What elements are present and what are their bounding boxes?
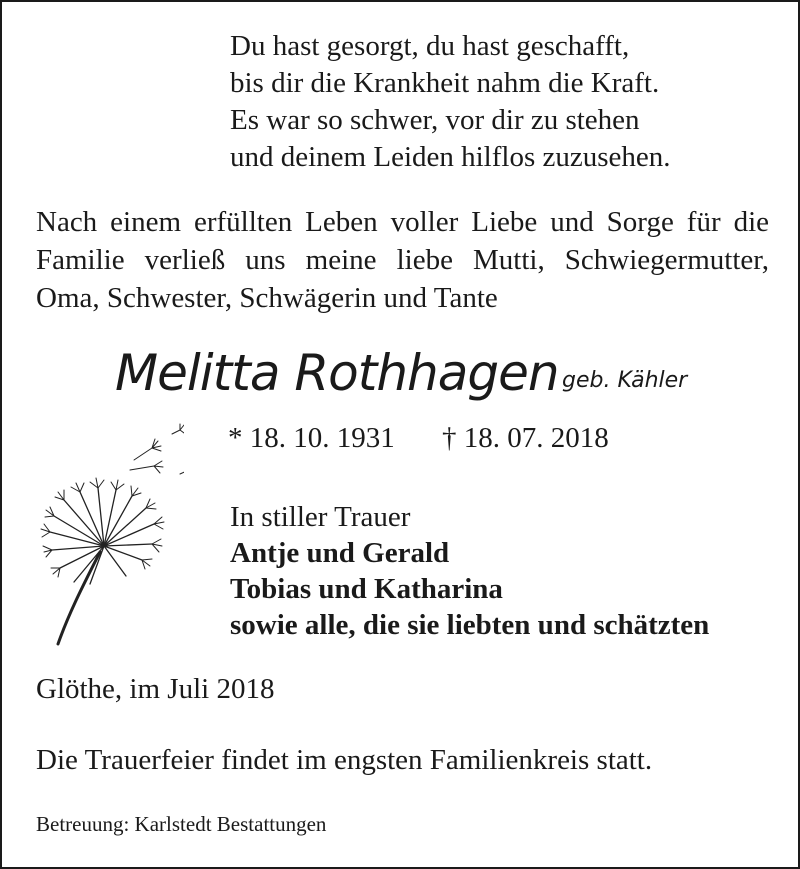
memorial-poem	[230, 28, 671, 176]
mourner-name: Tobias und Katharina	[230, 573, 503, 605]
birth-date: * 18. 10. 1931	[228, 422, 395, 454]
intro-line: Nach einem erfüllten Leben voller Liebe und Sorge für die	[36, 206, 769, 238]
poem-line: und deinem Leiden hilflos zuzusehen.	[230, 141, 671, 173]
poem-line: Du hast gesorgt, du hast geschafft,	[230, 30, 630, 62]
place-date: Glöthe, im Juli 2018	[36, 673, 275, 705]
life-dates	[228, 422, 609, 455]
funeral-home-credit: Betreuung: Karlstedt Bestattungen	[36, 812, 327, 836]
intro-line: Oma, Schwester, Schwägerin und Tante	[36, 282, 498, 314]
mourner-name: sowie alle, die sie liebten und schätzten	[230, 609, 710, 641]
poem-line: bis dir die Krankheit nahm die Kraft.	[230, 67, 660, 99]
intro-text	[36, 203, 769, 317]
deceased-name: Melitta Rothhagen	[115, 344, 559, 402]
ceremony-note: Die Trauerfeier findet im engsten Familienkreis statt.	[36, 744, 653, 776]
death-date: † 18. 07. 2018	[442, 422, 609, 454]
mourning-intro: In stiller Trauer	[230, 501, 411, 533]
dandelion-icon	[34, 420, 184, 655]
maiden-name: geb. Kähler	[562, 368, 688, 393]
intro-line: Familie verließ uns meine liebe Mutti, Schwiegermutter,	[36, 244, 769, 276]
mourner-name: Antje und Gerald	[230, 537, 450, 569]
poem-line: Es war so schwer, vor dir zu stehen	[230, 104, 640, 136]
mourners-block	[230, 499, 709, 643]
